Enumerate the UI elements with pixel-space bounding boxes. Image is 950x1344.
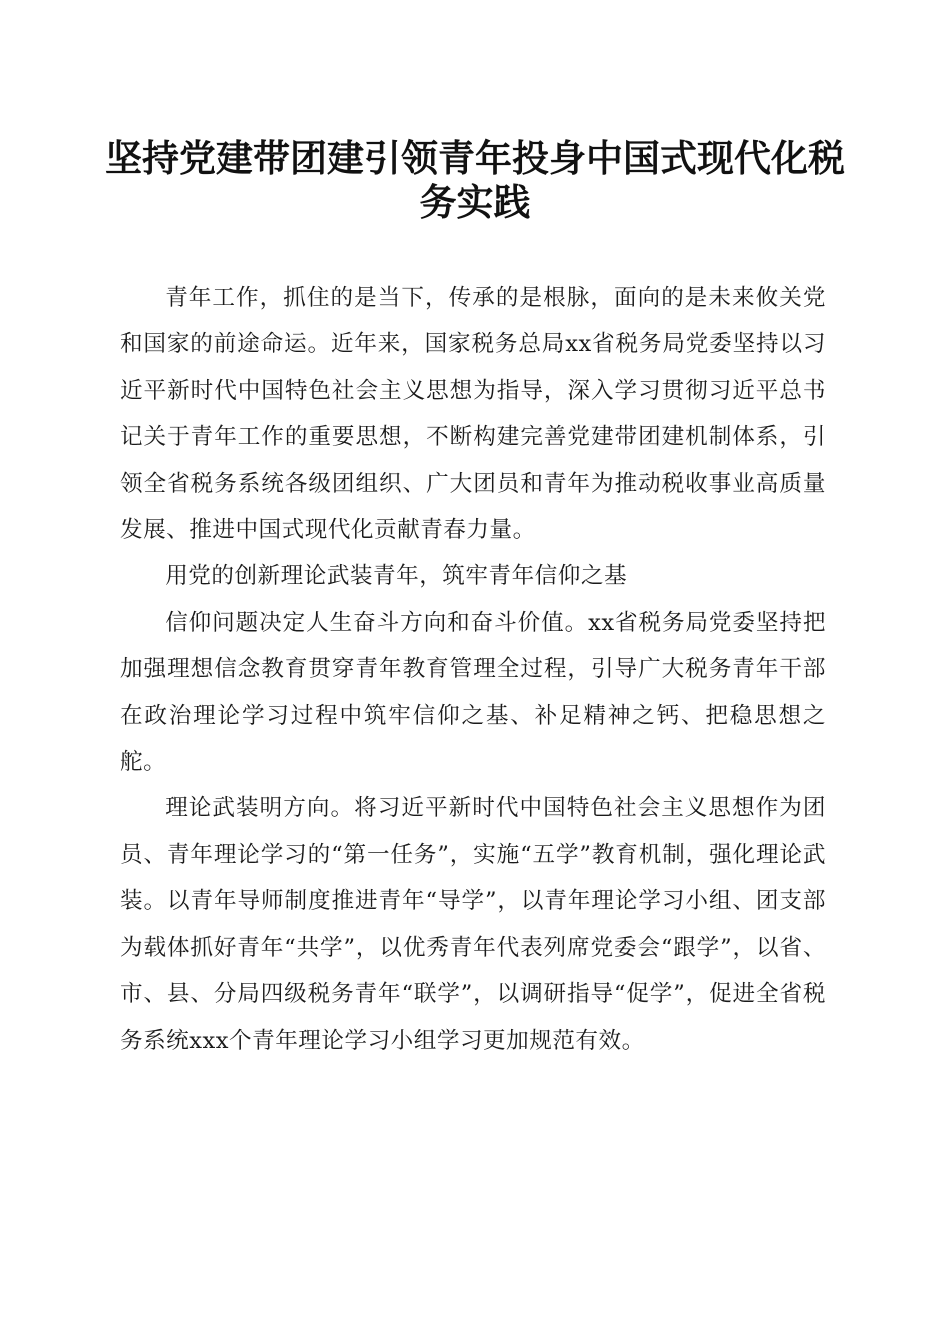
document-body	[120, 275, 826, 1064]
document-title: 坚持党建带团建引领青年投身中国式现代化税务实践	[105, 136, 845, 224]
paragraph-theory: 理论武装明方向。将习近平新时代中国特色社会主义思想作为团员、青年理论学习的“第一任务”，实施“五学”教育机制，强化理论武装。以青年导师制度推进青年“导学”，以青年理论学习小组、团支部为载体抓好青年“共学”，以优秀青年代表列席党委会“跟学”，以省、市、县、分局四级税务青年“联学”，以调研指导“促学”，促进全省税务系统xxx个青年理论学习小组学习更加规范有效。	[120, 795, 826, 1054]
paragraph-intro: 青年工作，抓住的是当下，传承的是根脉，面向的是未来攸关党和国家的前途命运。近年来，国家税务总局xx省税务局党委坚持以习近平新时代中国特色社会主义思想为指导，深入学习贯彻习近平总书记关于青年工作的重要思想，不断构建完善党建带团建机制体系，引领全省税务系统各级团组织、广大团员和青年为推动税收事业高质量发展、推进中国式现代化贡献青春力量。	[120, 285, 826, 544]
section-heading: 用党的创新理论武装青年，筑牢青年信仰之基	[165, 563, 628, 590]
paragraph-faith: 信仰问题决定人生奋斗方向和奋斗价值。xx省税务局党委坚持把加强理想信念教育贯穿青年教育管理全过程，引导广大税务青年干部在政治理论学习过程中筑牢信仰之基、补足精神之钙、把稳思想之舵。	[120, 609, 826, 776]
